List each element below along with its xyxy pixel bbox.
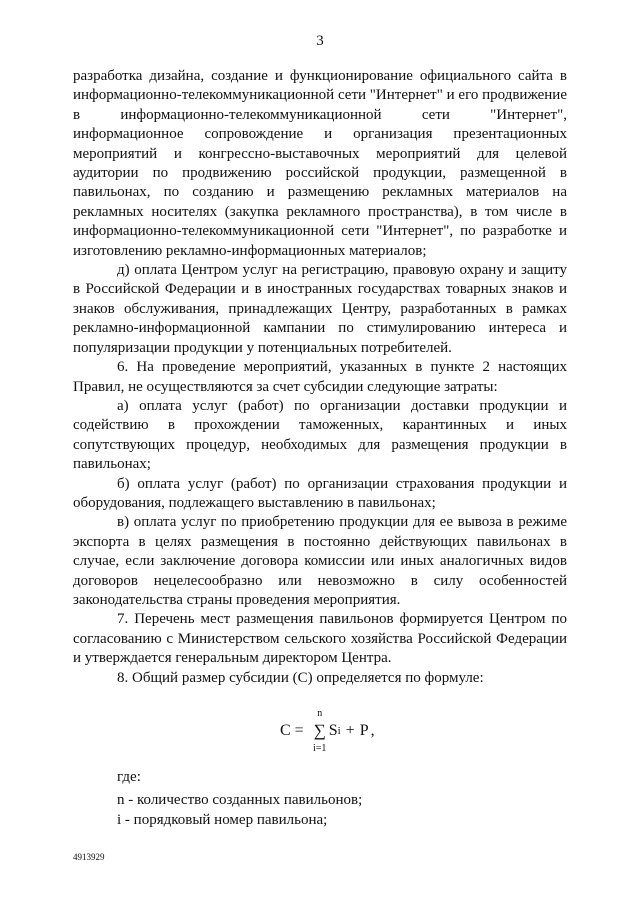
- formula-equals: =: [294, 722, 304, 739]
- formula-term: S: [328, 722, 338, 739]
- formula-comma: ,: [370, 722, 375, 739]
- formula-term-subscript: i: [337, 725, 341, 737]
- sigma-glyph: ∑: [313, 721, 326, 740]
- formula-definitions: [117, 767, 567, 831]
- formula-plus: +: [345, 722, 355, 739]
- definition-n: n - количество созданных павильонов;: [117, 791, 363, 808]
- summation-symbol: [312, 708, 328, 754]
- paragraph-item-v: в) оплата услуг по приобретению продукции для ее вывоза в режиме экспорта в целях размещения в постоянно действующих павильонах в случае, если заключение договора комиссии или иных аналогичных видов договоров нецелесообразно или невозможно в силу особенностей законодательства страны проведения мероприятия.: [73, 514, 567, 608]
- paragraph-item-a: а) оплата услуг (работ) по организации доставки продукции и содействию в прохождении таможенных, карантинных и иных сопутствующих процедур, необходимых для размещения продукции в павильонах;: [73, 397, 567, 473]
- paragraph-item-d: д) оплата Центром услуг на регистрацию, правовую охрану и защиту в Российской Федерации и в иностранных государствах товарных знаков и знаков обслуживания, принадлежащих Центру, разработанных в рамках рекламно-информационной кампании по стимулированию интереса и популяризации продукции у потенциальных потребителей.: [73, 262, 567, 356]
- definitions-intro: где:: [117, 769, 141, 785]
- summation-upper-limit: n: [317, 708, 323, 719]
- page-number: 3: [316, 33, 324, 49]
- paragraph-design-site: разработка дизайна, создание и функционирование официального сайта в информационно-телекоммуникационной сети "Интернет" и его продвижение в информационно-телекоммуникационной сети "Интернет", информационное сопровождение и организация презентационных мероприятий и конгрессно-выставочных мероприятий для целевой аудитории по продвижению российской продукции, размещенной в павильонах, по созданию и размещению рекламных материалов на рекламных носителях (закупка рекламного пространства), в том числе в информационно-телекоммуникационной сети "Интернет", по разработке и изготовлению рекламно-информационных материалов;: [73, 68, 567, 259]
- definition-i: i - порядковый номер павильона;: [117, 812, 328, 828]
- document-id: 4913929: [73, 852, 105, 862]
- formula-rhs: Р: [359, 722, 369, 739]
- paragraph-section-8: 8. Общий размер субсидии (С) определяется по формуле:: [117, 669, 484, 686]
- paragraph-section-7: 7. Перечень мест размещения павильонов формируется Центром по согласованию с Министерством сельского хозяйства Российской Федерации и утверждается генеральным директором Центра.: [73, 611, 567, 667]
- formula-lhs: С: [280, 722, 291, 739]
- document-body: [73, 67, 567, 688]
- paragraph-item-b: б) оплата услуг (работ) по организации страхования продукции и оборудования, подлежащего выставлению в павильонах;: [73, 475, 567, 511]
- subsidy-formula: [280, 708, 375, 754]
- paragraph-section-6: 6. На проведение мероприятий, указанных в пункте 2 настоящих Правил, не осуществляются за счет субсидии следующие затраты:: [73, 359, 567, 395]
- summation-lower-limit: i=1: [312, 743, 327, 754]
